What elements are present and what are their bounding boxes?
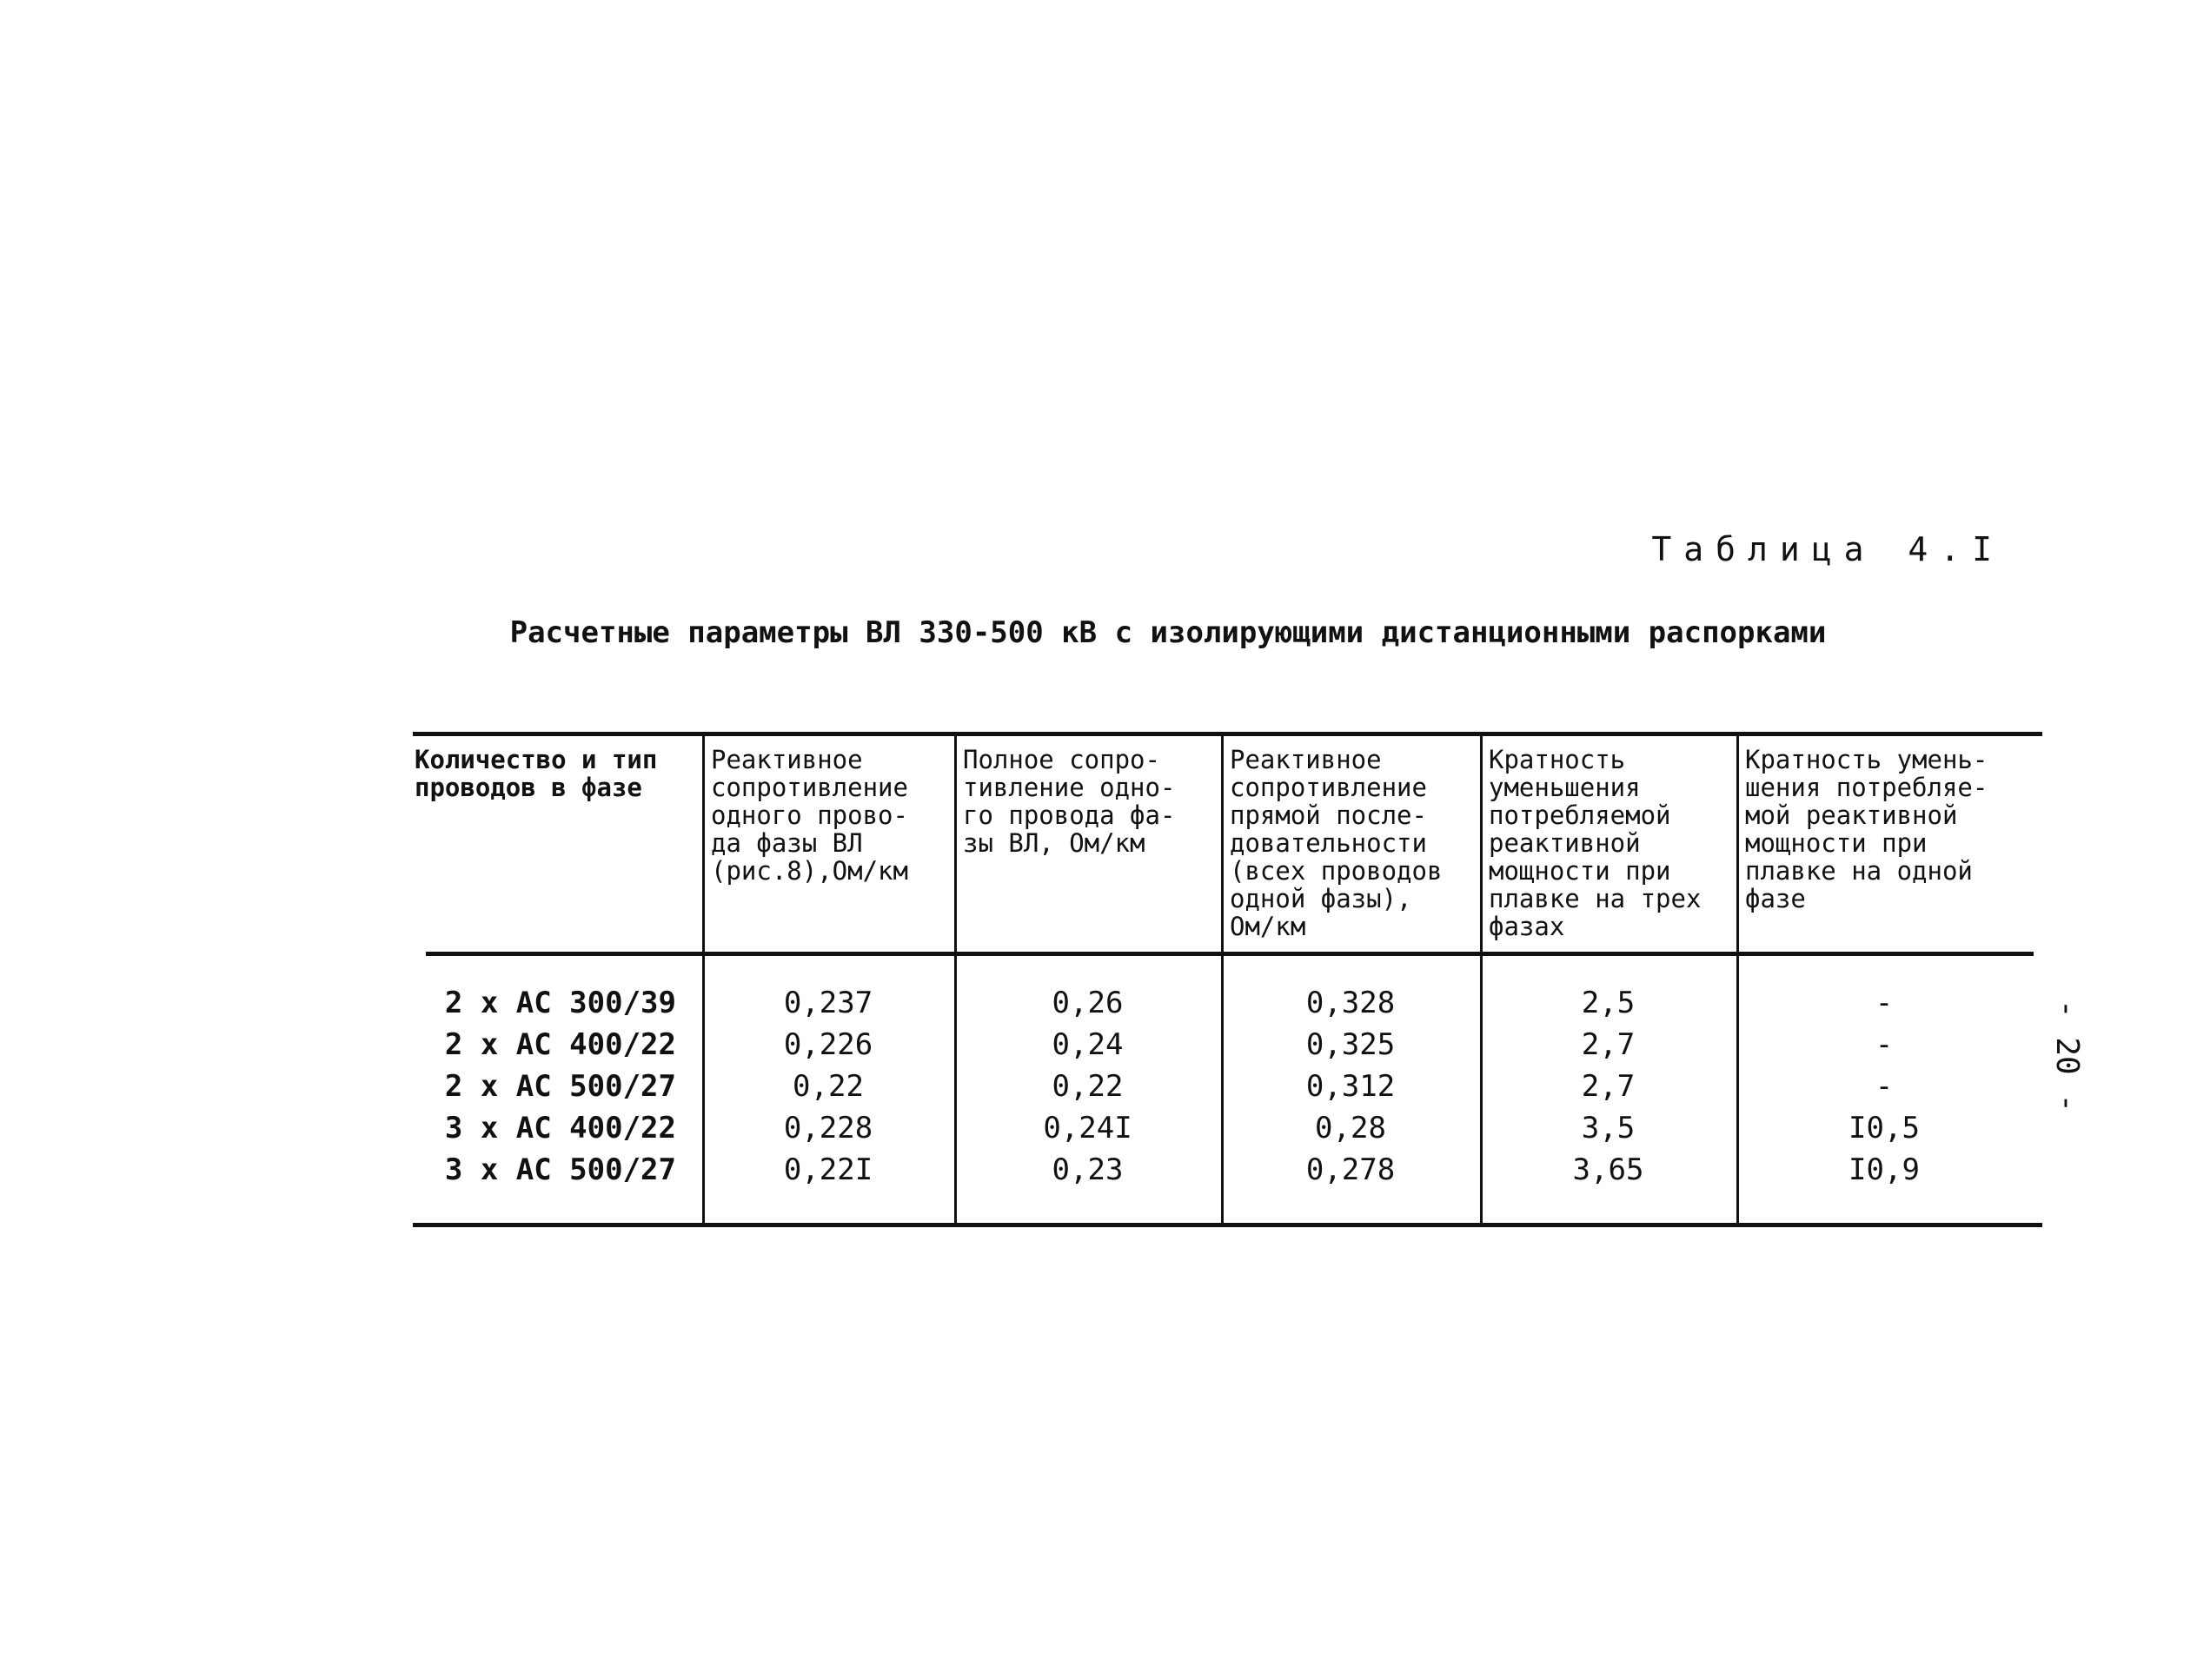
table-number-label: Таблица 4.I xyxy=(1651,530,2004,568)
header-impedance: Полное сопро- тивление одно- го провода фа- зы ВЛ, Ом/км xyxy=(963,745,1176,858)
impedance-column xyxy=(954,982,1221,1191)
table-cell: 0,312 xyxy=(1305,1069,1396,1104)
table-cell: I0,9 xyxy=(1849,1152,1920,1187)
table-cell: 0,228 xyxy=(783,1111,873,1145)
table-cell: 3,65 xyxy=(1572,1152,1644,1187)
table-cell: 2 х АС 500/27 xyxy=(444,1069,676,1104)
reactive-resistance-column xyxy=(702,982,954,1191)
table-cell: - xyxy=(1875,1069,1894,1104)
page-number: - 20 - xyxy=(2049,999,2085,1113)
positive-sequence-reactance-column xyxy=(1221,982,1480,1191)
table-cell: 0,22 xyxy=(1052,1069,1124,1104)
table-cell: 0,26 xyxy=(1052,986,1124,1020)
header-reactive-resistance: Реактивное сопротивление одного прово- да фазы ВЛ (рис.8),Ом/км xyxy=(711,745,908,886)
table-cell: 2 х АС 300/39 xyxy=(444,986,676,1020)
header-one-phase-reduction: Кратность умень- шения потребляе- мой реактивной мощности при плавке на одной фазе xyxy=(1745,745,1988,913)
table-cell: I0,5 xyxy=(1849,1111,1920,1145)
table-cell: 0,24I xyxy=(1043,1111,1132,1145)
table-cell: 0,28 xyxy=(1315,1111,1386,1145)
table-cell: - xyxy=(1875,986,1894,1020)
table-cell: 2,7 xyxy=(1581,1069,1636,1104)
header-positive-sequence-reactance: Реактивное сопротивление прямой после- довательности (всех проводов одной фазы), Ом/км xyxy=(1230,745,1443,941)
table-cell: 2,7 xyxy=(1581,1027,1636,1062)
table-cell: 0,278 xyxy=(1305,1152,1396,1187)
table-caption-text: Расчетные параметры ВЛ 330-500 кВ с изолирующими дистанционными распорками xyxy=(509,615,1827,650)
table-cell: 2,5 xyxy=(1581,986,1636,1020)
table-cell: 0,23 xyxy=(1052,1152,1124,1187)
table-cell: 2 х АС 400/22 xyxy=(444,1027,676,1062)
table-cell: 3 х АС 400/22 xyxy=(444,1111,676,1145)
header-divider xyxy=(426,952,2034,956)
one-phase-reduction-column xyxy=(1736,982,2032,1191)
table-cell: 0,226 xyxy=(783,1027,873,1062)
table-cell: 0,237 xyxy=(783,986,873,1020)
table-cell: 3,5 xyxy=(1581,1111,1636,1145)
table-cell: 0,325 xyxy=(1305,1027,1396,1062)
table-cell: - xyxy=(1875,1027,1894,1062)
table-cell: 0,22 xyxy=(793,1069,864,1104)
table-caption xyxy=(0,615,2197,650)
table-cell: 3 х АС 500/27 xyxy=(444,1152,676,1187)
table-cell: 0,24 xyxy=(1052,1027,1124,1062)
conductor-type-column xyxy=(415,982,676,1191)
table-cell: 0,328 xyxy=(1305,986,1396,1020)
table-cell: 0,22I xyxy=(783,1152,873,1187)
header-conductor-type: Количество и тип проводов в фазе xyxy=(415,746,658,801)
three-phase-reduction-column xyxy=(1480,982,1736,1191)
header-three-phase-reduction: Кратность уменьшения потребляемой реактивной мощности при плавке на трех фазах xyxy=(1489,745,1702,941)
